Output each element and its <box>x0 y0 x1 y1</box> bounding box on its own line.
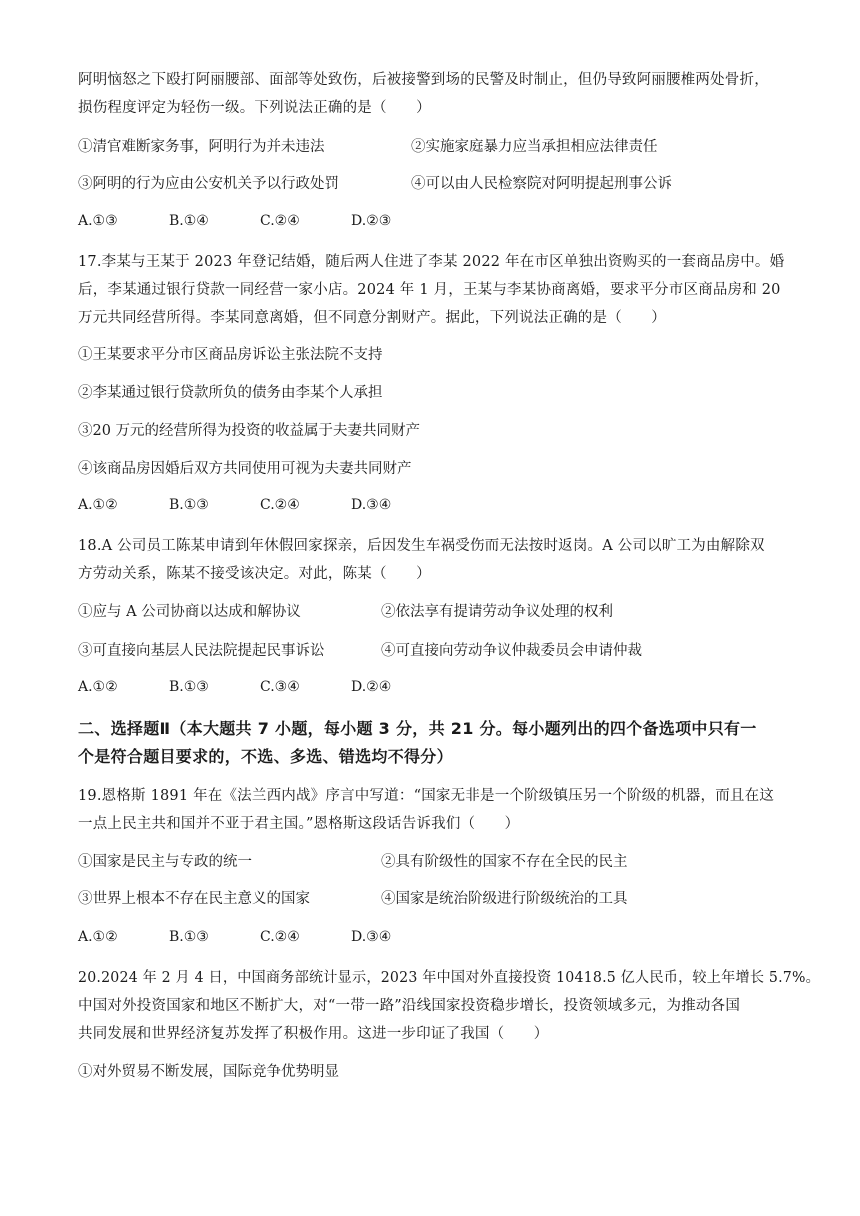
q18-stem-line-2: 方劳动关系，陈某不接受该决定。对此，陈某（ ） <box>78 566 431 582</box>
q18-option-2: ②依法享有提请劳动争议处理的权利 <box>381 604 613 620</box>
section-heading-line-1: 二、选择题Ⅱ（本大题共 7 小题，每小题 3 分，共 21 分。每小题列出的四个备选项中只有一 <box>78 719 757 738</box>
q16-stem-line-2: 损伤程度评定为轻伤一级。下列说法正确的是（ ） <box>78 100 431 116</box>
q16-option-2: ②实施家庭暴力应当承担相应法律责任 <box>411 139 658 155</box>
section-heading-line-2: 个是符合题目要求的，不选、多选、错选均不得分） <box>78 747 453 766</box>
q18-answer-c: C.③④ <box>260 679 300 695</box>
q17-option-1: ①王某要求平分市区商品房诉讼主张法院不支持 <box>78 347 383 363</box>
q16-option-3: ③阿明的行为应由公安机关予以行政处罚 <box>78 176 339 192</box>
q17-option-2: ②李某通过银行贷款所负的债务由李某个人承担 <box>78 385 383 401</box>
q18-answer-a: A.①② <box>78 679 118 695</box>
q19-answer-b: B.①③ <box>169 929 209 945</box>
q19-stem-line-1: 19.恩格斯 1891 年在《法兰西内战》序言中写道：“国家无非是一个阶级镇压另一个阶级的机器，而且在这 <box>78 788 774 804</box>
q18-option-1: ①应与 A 公司协商以达成和解协议 <box>78 604 301 620</box>
q17-option-3: ③20 万元的经营所得为投资的收益属于夫妻共同财产 <box>78 423 421 439</box>
q20-stem-line-1: 20.2024 年 2 月 4 日，中国商务部统计显示，2023 年中国对外直接投资 10418.5 亿人民币，较上年增长 5.7%。 <box>78 970 820 986</box>
q18-answer-d: D.②④ <box>351 679 392 695</box>
q20-stem-line-2: 中国对外投资国家和地区不断扩大，对“一带一路”沿线国家投资稳步增长，投资领域多元，为推动各国 <box>78 998 741 1014</box>
q18-answer-b: B.①③ <box>169 679 209 695</box>
q17-answer-b: B.①③ <box>169 497 209 513</box>
q17-stem-line-2: 后，李某通过银行贷款一同经营一家小店。2024 年 1 月，王某与李某协商离婚，要求平分市区商品房和 20 <box>78 282 781 298</box>
q17-answer-d: D.③④ <box>351 497 392 513</box>
q16-stem-line-1: 阿明恼怒之下殴打阿丽腰部、面部等处致伤，后被接警到场的民警及时制止，但仍导致阿丽腰椎两处骨折， <box>78 72 769 88</box>
q16-answer-a: A.①③ <box>78 213 118 229</box>
q16-answer-d: D.②③ <box>351 213 392 229</box>
q17-stem-line-1: 17.李某与王某于 2023 年登记结婚，随后两人住进了李某 2022 年在市区单独出资购买的一套商品房中。婚 <box>78 254 785 270</box>
q17-stem-line-3: 万元共同经营所得。李某同意离婚，但不同意分割财产。据此，下列说法正确的是（ ） <box>78 310 666 326</box>
q20-option-1: ①对外贸易不断发展，国际竞争优势明显 <box>78 1064 339 1080</box>
q18-option-3: ③可直接向基层人民法院提起民事诉讼 <box>78 643 325 659</box>
q18-stem-line-1: 18.A 公司员工陈某申请到年休假回家探亲，后因发生车祸受伤而无法按时返岗。A 公司以旷工为由解除双 <box>78 538 765 554</box>
q19-option-1: ①国家是民主与专政的统一 <box>78 854 252 870</box>
q18-option-4: ④可直接向劳动争议仲裁委员会申请仲裁 <box>381 643 642 659</box>
q19-answer-a: A.①② <box>78 929 118 945</box>
q17-answer-c: C.②④ <box>260 497 300 513</box>
q17-answer-a: A.①② <box>78 497 118 513</box>
q19-stem-line-2: 一点上民主共和国并不亚于君主国。”恩格斯这段话告诉我们（ ） <box>78 816 520 832</box>
q19-answer-d: D.③④ <box>351 929 392 945</box>
q19-option-2: ②具有阶级性的国家不存在全民的民主 <box>381 854 628 870</box>
q16-answer-c: C.②④ <box>260 213 300 229</box>
q16-option-4: ④可以由人民检察院对阿明提起刑事公诉 <box>411 176 672 192</box>
q16-option-1: ①清官难断家务事，阿明行为并未违法 <box>78 139 325 155</box>
q16-answer-b: B.①④ <box>169 213 209 229</box>
q20-stem-line-3: 共同发展和世界经济复苏发挥了积极作用。这进一步印证了我国（ ） <box>78 1026 549 1042</box>
q17-option-4: ④该商品房因婚后双方共同使用可视为夫妻共同财产 <box>78 461 412 477</box>
q19-option-4: ④国家是统治阶级进行阶级统治的工具 <box>381 891 628 907</box>
q19-answer-c: C.②④ <box>260 929 300 945</box>
q19-option-3: ③世界上根本不存在民主意义的国家 <box>78 891 310 907</box>
